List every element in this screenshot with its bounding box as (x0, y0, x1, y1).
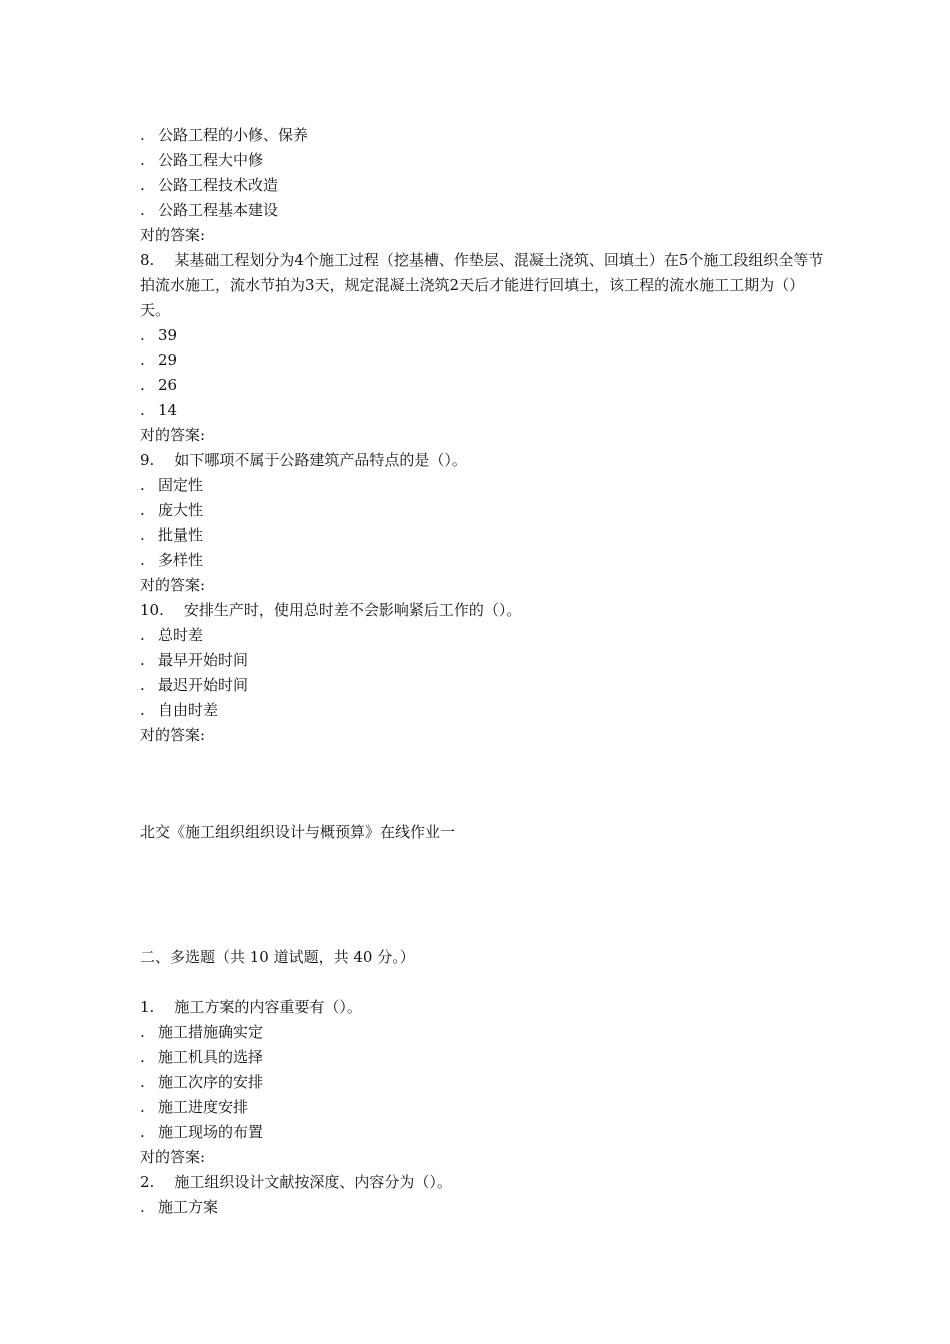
option-text: 最迟开始时间 (158, 676, 249, 694)
option-marker: . (140, 676, 145, 694)
question-text: 安排生产时，使用总时差不会影响紧后工作的（）。 (183, 601, 522, 619)
answer-label: 对的答案: (140, 726, 206, 744)
answer-label: 对的答案: (140, 426, 206, 444)
option-text: 批量性 (158, 526, 204, 544)
option (140, 1070, 830, 1095)
option (140, 498, 830, 523)
option-marker: . (140, 126, 145, 144)
question-number: 10. (140, 601, 164, 619)
option (140, 398, 830, 423)
question-10 (140, 598, 830, 623)
option-text: 26 (158, 376, 178, 394)
section-title: 北交《施工组织组织设计与概预算》在线作业一 (140, 823, 456, 841)
option-marker: . (140, 176, 145, 194)
option-text: 施工机具的选择 (158, 1048, 264, 1066)
option (140, 698, 830, 723)
option (140, 648, 830, 673)
option-text: 施工进度安排 (158, 1098, 249, 1116)
option (140, 148, 830, 173)
option-marker: . (140, 401, 145, 419)
option-text: 公路工程大中修 (158, 151, 264, 169)
answer-label: 对的答案: (140, 1148, 206, 1166)
option-marker: . (140, 1048, 145, 1066)
option-text: 施工方案 (158, 1198, 219, 1216)
answer-label: 对的答案: (140, 226, 206, 244)
option-text: 29 (158, 351, 178, 369)
option (140, 1045, 830, 1070)
option-marker: . (140, 501, 145, 519)
option (140, 323, 830, 348)
section-header: 二、多选题（共 10 道试题，共 40 分。） (140, 948, 415, 966)
option (140, 473, 830, 498)
option-text: 自由时差 (158, 701, 219, 719)
question-8 (140, 248, 830, 323)
option (140, 1120, 830, 1145)
option-text: 14 (158, 401, 178, 419)
option-text: 施工措施确实定 (158, 1023, 264, 1041)
option (140, 373, 830, 398)
option-marker: . (140, 701, 145, 719)
option-text: 最早开始时间 (158, 651, 249, 669)
option-text: 庞大性 (158, 501, 204, 519)
question-number: 1. (140, 998, 155, 1016)
question-number: 8. (140, 251, 155, 269)
option-marker: . (140, 1073, 145, 1091)
option-marker: . (140, 626, 145, 644)
option (140, 173, 830, 198)
option-marker: . (140, 151, 145, 169)
option-text: 多样性 (158, 551, 204, 569)
option-marker: . (140, 201, 145, 219)
option (140, 548, 830, 573)
option-text: 固定性 (158, 476, 204, 494)
option-marker: . (140, 351, 145, 369)
option-text: 公路工程技术改造 (158, 176, 279, 194)
option-text: 39 (158, 326, 178, 344)
option-text: 施工现场的布置 (158, 1123, 264, 1141)
option-text: 总时差 (158, 626, 204, 644)
option (140, 1020, 830, 1045)
option (140, 1195, 830, 1220)
question-m2 (140, 1170, 830, 1195)
option-marker: . (140, 551, 145, 569)
question-text: 如下哪项不属于公路建筑产品特点的是（）。 (174, 451, 467, 469)
question-text: 某基础工程划分为4个施工过程（挖基槽、作垫层、混凝土浇筑、回填土）在5个施工段组织全等节拍流水施工，流水节拍为3天，规定混凝土浇筑2天后才能进行回填土，该工程的流水施工工期为（）天。 (140, 251, 824, 319)
option-marker: . (140, 1198, 145, 1216)
option-marker: . (140, 1098, 145, 1116)
option (140, 623, 830, 648)
option (140, 1095, 830, 1120)
question-text: 施工方案的内容重要有（）。 (174, 998, 362, 1016)
option (140, 523, 830, 548)
option-marker: . (140, 376, 145, 394)
option-marker: . (140, 1123, 145, 1141)
answer-label: 对的答案: (140, 576, 206, 594)
option-marker: . (140, 651, 145, 669)
question-7-tail (140, 123, 830, 748)
option-text: 公路工程的小修、保养 (158, 126, 309, 144)
option (140, 123, 830, 148)
question-9 (140, 448, 830, 473)
question-text: 施工组织设计文献按深度、内容分为（）。 (174, 1173, 452, 1191)
option-marker: . (140, 1023, 145, 1041)
option (140, 673, 830, 698)
question-number: 9. (140, 451, 155, 469)
option (140, 198, 830, 223)
option-marker: . (140, 326, 145, 344)
question-number: 2. (140, 1173, 155, 1191)
option (140, 348, 830, 373)
option-marker: . (140, 526, 145, 544)
option-text: 施工次序的安排 (158, 1073, 264, 1091)
option-marker: . (140, 476, 145, 494)
option-text: 公路工程基本建设 (158, 201, 279, 219)
question-m1 (140, 995, 830, 1020)
multi-choice-list (140, 995, 830, 1220)
